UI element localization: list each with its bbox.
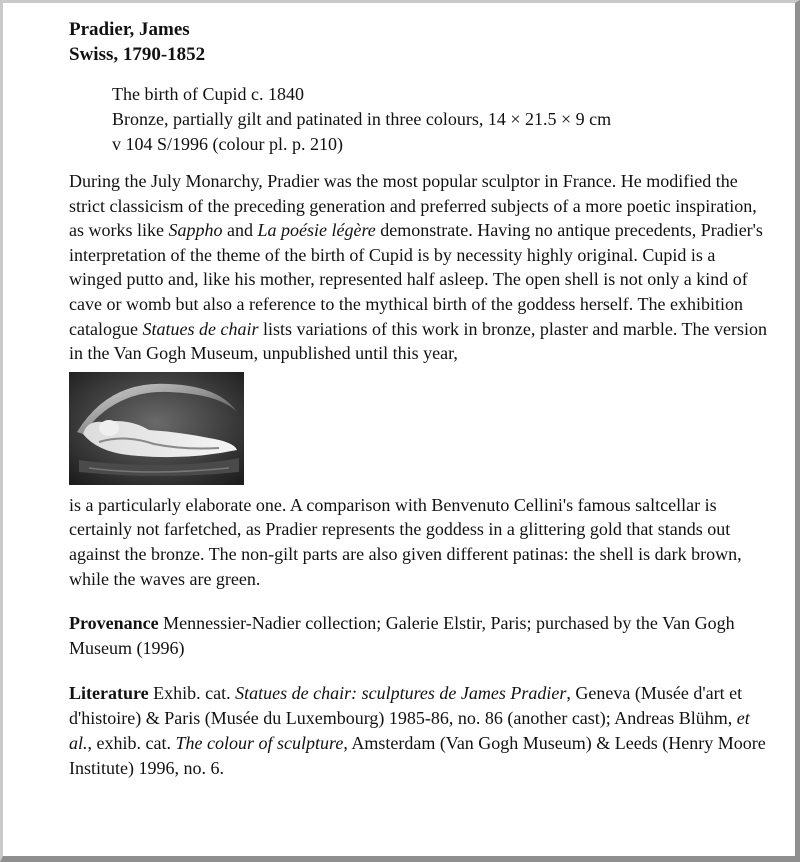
- lit-title-colour: The colour of sculpture: [175, 733, 344, 754]
- lit-et-al: et al.: [69, 708, 750, 754]
- provenance-section: [69, 611, 769, 661]
- artist-name: Pradier, James: [69, 19, 190, 40]
- lit-text-1: Exhib. cat.: [148, 683, 236, 704]
- desc-text-2: and: [222, 220, 258, 241]
- desc-text-3: demonstrate. Having no antique precedents, Pradier's interpretation of the theme of the birth of Cupid is by necessity highly original. Cupid is a winged putto and, like his mother, represented half asleep. The open shell is not only a kind of cave or womb but also a reference to the mythical birth of the goddess herself. The exhibition catalogue: [69, 220, 763, 339]
- work-medium: Bronze, partially gilt and patinated in three colours, 14 × 21.5 × 9 cm: [112, 109, 612, 129]
- work-title: The birth of Cupid c. 1840: [112, 84, 304, 104]
- desc-text-1: During the July Monarchy, Pradier was the most popular sculptor in France. He modified the strict classicism of the preceding generation and preferred subjects of a more poetic inspiration, as works like: [69, 171, 757, 241]
- desc-title-poesie: La poésie légère: [257, 220, 376, 241]
- desc-text-4: lists variations of this work in bronze, plaster and marble. The version in the Van Gogh Museum, unpublished until this year,: [69, 318, 768, 364]
- work-metadata: [112, 82, 769, 157]
- entry-content: [69, 17, 769, 781]
- artist-origin: Swiss, 1790-1852: [69, 44, 206, 65]
- lit-text-4: , Amsterdam (Van Gogh Museum) & Leeds (Henry Moore Institute) 1996, no. 6.: [69, 733, 766, 779]
- description-paragraph-2: is a particularly elaborate one. A comparison with Benvenuto Cellini's famous saltcellar is certainly not farfetched, as Pradier represents the goddess in a glittering gold that stands out against the bronze. The non-gilt parts are also given different patinas: the shell is dark brown, while the waves are green.: [69, 494, 742, 589]
- lit-text-3: , exhib. cat.: [87, 733, 176, 754]
- description-paragraph-1: [69, 169, 769, 366]
- desc-title-sappho: Sappho: [168, 220, 223, 241]
- work-inventory: v 104 S/1996 (colour pl. p. 210): [112, 134, 343, 154]
- literature-section: [69, 681, 769, 781]
- provenance-label: Provenance: [69, 613, 159, 634]
- desc-title-statues: Statues de chair: [142, 318, 259, 339]
- provenance-text: Mennessier-Nadier collection; Galerie Elstir, Paris; purchased by the Van Gogh Museum (1996): [69, 613, 735, 659]
- lit-text-2: , Geneva (Musée d'art et d'histoire) & Paris (Musée du Luxembourg) 1985-86, no. 86 (another cast); Andreas Blühm,: [69, 683, 743, 729]
- sculpture-photo: [69, 372, 244, 485]
- lit-title-statues: Statues de chair: sculptures de James Pradier: [235, 683, 567, 704]
- literature-label: Literature: [69, 683, 149, 704]
